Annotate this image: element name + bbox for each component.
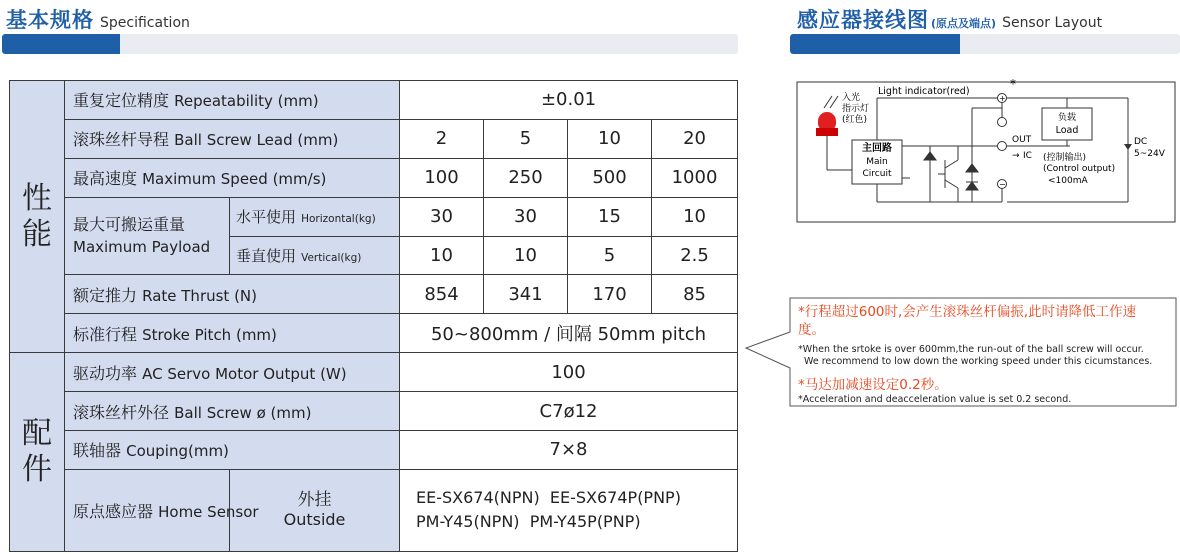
screw-dia-label: 滚珠丝杆外径 Ball Screw ø (mm) [65, 392, 400, 431]
speed-value: 100 [400, 158, 484, 197]
note-black-2: *Acceleration and deacceleration value is set 0.2 second. [798, 394, 1072, 405]
speed-value: 500 [568, 158, 652, 197]
led-label-1: 入光 [842, 93, 861, 103]
note-black-1a: *When the srtoke is over 600mm,the run-out of the ball screw will occur. [798, 344, 1144, 355]
payload-vertical-value: 5 [568, 236, 652, 275]
spec-heading-zh: 基本规格 [6, 8, 94, 32]
payload-horizontal-value: 30 [400, 197, 484, 236]
motor-value: 100 [400, 353, 738, 392]
table-row [10, 431, 738, 470]
dc-voltage: 5~24V [1134, 149, 1165, 159]
payload-horizontal-label: 水平使用 Horizontal(kg) [230, 197, 400, 236]
payload-vertical-value: 10 [400, 236, 484, 275]
table-row [10, 275, 738, 314]
led-label-3: (红色) [842, 115, 868, 125]
sensor-heading [797, 4, 1102, 34]
thrust-value: 85 [652, 275, 738, 314]
light-indicator-label: Light indicator(red) [878, 86, 970, 97]
motor-label: 驱动功率 AC Servo Motor Output (W) [65, 353, 400, 392]
table-row [10, 314, 738, 353]
repeatability-value: ±0.01 [400, 81, 738, 120]
control-current: <100mA [1048, 176, 1088, 186]
home-sensor-models: EE-SX674(NPN) EE-SX674P(PNP) PM-Y45(NPN) PM-Y45P(PNP) [400, 469, 738, 551]
stroke-value: 50~800mm / 间隔 50mm pitch [400, 314, 738, 353]
payload-label: 最大可搬运重量 Maximum Payload [65, 197, 230, 275]
main-circuit-en1: Main [866, 157, 888, 167]
spec-heading-en: Specification [100, 15, 190, 31]
thrust-label: 额定推力 Rate Thrust (N) [65, 275, 400, 314]
load-zh: 负载 [1057, 113, 1077, 123]
lead-value: 2 [400, 119, 484, 158]
main-circuit-en2: Circuit [862, 169, 892, 179]
category-performance: 性 能 [10, 81, 65, 353]
payload-vertical-value: 2.5 [652, 236, 738, 275]
lead-value: 10 [568, 119, 652, 158]
lead-value: 5 [484, 119, 568, 158]
speed-value: 250 [484, 158, 568, 197]
stroke-label: 标准行程 Stroke Pitch (mm) [65, 314, 400, 353]
thrust-value: 341 [484, 275, 568, 314]
table-row [10, 158, 738, 197]
table-row [10, 197, 738, 236]
thrust-value: 854 [400, 275, 484, 314]
category-accessories: 配 件 [10, 353, 65, 552]
lead-value: 20 [652, 119, 738, 158]
note-red-2: *马达加减速设定0.2秒。 [798, 377, 948, 393]
control-zh: (控制输出) [1043, 153, 1087, 163]
sensor-heading-en: Sensor Layout [1002, 15, 1103, 31]
repeatability-label: 重复定位精度 Repeatability (mm) [65, 81, 400, 120]
ic-label: IC [1023, 151, 1032, 161]
speed-value: 1000 [652, 158, 738, 197]
table-row [10, 469, 738, 551]
out-label: OUT [1012, 135, 1032, 145]
note-red-1: *行程超过600时,会产生滚珠丝杆偏振,此时请降低工作速度。 [798, 304, 1137, 338]
payload-horizontal-value: 30 [484, 197, 568, 236]
sensor-heading-zh: 感应器接线图 [797, 8, 929, 32]
svg-text:→: → [1012, 151, 1020, 161]
sensor-heading-zh-small: (原点及端点) [931, 17, 997, 30]
home-sensor-mount: 外挂 Outside [230, 469, 400, 551]
table-row [10, 81, 738, 120]
circuit-star: * [1010, 78, 1016, 91]
dc-label: DC [1134, 137, 1148, 147]
spec-heading [6, 4, 190, 34]
lead-label: 滚珠丝杆导程 Ball Screw Lead (mm) [65, 119, 400, 158]
payload-vertical-value: 10 [484, 236, 568, 275]
home-sensor-label: 原点感应器 Home Sensor [65, 469, 230, 551]
spec-heading-bar [2, 34, 738, 54]
table-row [10, 392, 738, 431]
coupling-label: 联轴器 Couping(mm) [65, 431, 400, 470]
thrust-value: 170 [568, 275, 652, 314]
table-row [10, 353, 738, 392]
payload-horizontal-value: 15 [568, 197, 652, 236]
note-black-1b: We recommend to low down the working speed under this cicumstances. [804, 356, 1153, 367]
payload-vertical-label: 垂直使用 Vertical(kg) [230, 236, 400, 275]
load-en: Load [1055, 125, 1079, 136]
screw-dia-value: C7ø12 [400, 392, 738, 431]
main-circuit-zh: 主回路 [862, 143, 892, 154]
svg-text:−: − [999, 180, 1006, 189]
sensor-circuit-diagram [790, 78, 1180, 226]
led-label-2: 指示灯 [842, 104, 870, 114]
speed-label: 最高速度 Maximum Speed (mm/s) [65, 158, 400, 197]
svg-text:+: + [999, 94, 1006, 103]
control-en: (Control output) [1043, 164, 1116, 174]
spec-table [9, 80, 738, 552]
coupling-value: 7×8 [400, 431, 738, 470]
sensor-heading-bar [790, 34, 1180, 54]
table-row [10, 119, 738, 158]
payload-horizontal-value: 10 [652, 197, 738, 236]
